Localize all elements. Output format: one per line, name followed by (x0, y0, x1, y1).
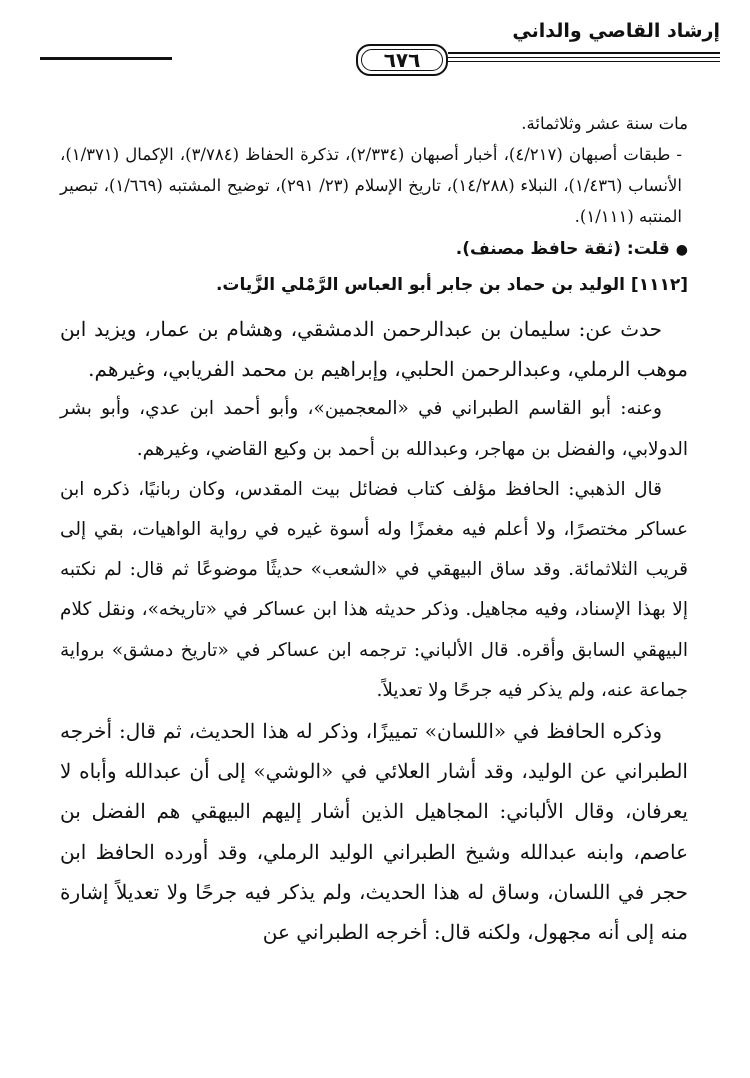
paragraph-hafiz: وذكره الحافظ في «اللسان» تمييزًا، وذكر له هذا الحديث، ثم قال: أخرجه الطبراني عن الوليد، وقد أشار العلائي في «الوشي» إلى أن عبدالله وأباه لا يعرفان، وقال الألباني: المجاهيل الذين أشار إليهم البيهقي هم الفضل بن عاصم، وابنه عبدالله وشيخ الطبراني الوليد الرملي، وقد أورده الحافظ ابن حجر في اللسان، وساق له هذا الحديث، ولم يذكر فيه جرحًا ولا تعديلاً إشارة منه إلى أنه مجهول، ولكنه قال: أخرجه الطبراني عن (60, 719, 688, 945)
header-rule-left (40, 57, 172, 60)
page-number (356, 44, 448, 76)
page-header (40, 14, 720, 94)
entry-heading: [١١١٢] الوليد بن حماد بن جابر أبو العباس الرَّمْلي الزَّيات. (215, 275, 688, 295)
page-number-text: ٦٧٦ (383, 48, 421, 72)
verdict-text: قلت: (ثقة حافظ مصنف). (455, 239, 670, 259)
paragraph-narrated-from: حدث عن: سليمان بن عبدالرحمن الدمشقي، وهشام بن عمار، ويزيد ابن موهب الرملي، وعبدالرحمن الحلبي، وإبراهيم بن محمد الفريابي، وغيرهم. (60, 317, 688, 382)
header-rule (448, 61, 720, 62)
header-rule (448, 57, 720, 58)
sources-list: - طبقات أصبهان (٤/٢١٧)، أخبار أصبهان (٢/٣٣٤)، تذكرة الحفاظ (٣/٧٨٤)، الإكمال (١/٣٧١)، الأنساب (١/٤٣٦)، النبلاء (١٤/٢٨٨)، تاريخ الإسلام (٢٣/ ٢٩١)، توضيح المشتبه (١/٦٦٩)، تبصير المنتبه (١/١١١). (60, 145, 682, 226)
verdict-line (60, 232, 688, 268)
paragraph-narrators: وعنه: أبو القاسم الطبراني في «المعجمين»، وأبو أحمد ابن عدي، وأبو بشر الدولابي، والفضل بن مهاجر، وعبدالله بن أحمد بن وكيع القاضي، وغيرهم. (60, 398, 688, 460)
death-note: مات سنة عشر وثلاثمائة. (521, 114, 688, 133)
bullet-icon: ● (675, 242, 688, 258)
book-title: إرشاد القاصي والداني (512, 20, 720, 42)
paragraph-dhahabi: قال الذهبي: الحافظ مؤلف كتاب فضائل بيت المقدس، وكان ربانيًا، ذكره ابن عساكر مختصرًا، ولا أعلم فيه مغمزًا وله أسوة غيره في رواية الواهيات، بقي إلى قريب الثلاثمائة. وقد ساق البيهقي في «الشعب» حديثًا موضوعًا ثم قال: لم نكتبه إلا بهذا الإسناد، وفيه مجاهيل. وذكر حديثه هذا ابن عساكر في «تاريخه»، ونقل كلام البيهقي السابق وأقره. قال الألباني: ترجمه ابن عساكر في «تاريخ دمشق» برواية جماعة عنه، ولم يذكر فيه جرحًا ولا تعديلاً. (60, 478, 688, 701)
page-body (60, 108, 688, 952)
header-rule (448, 52, 720, 54)
